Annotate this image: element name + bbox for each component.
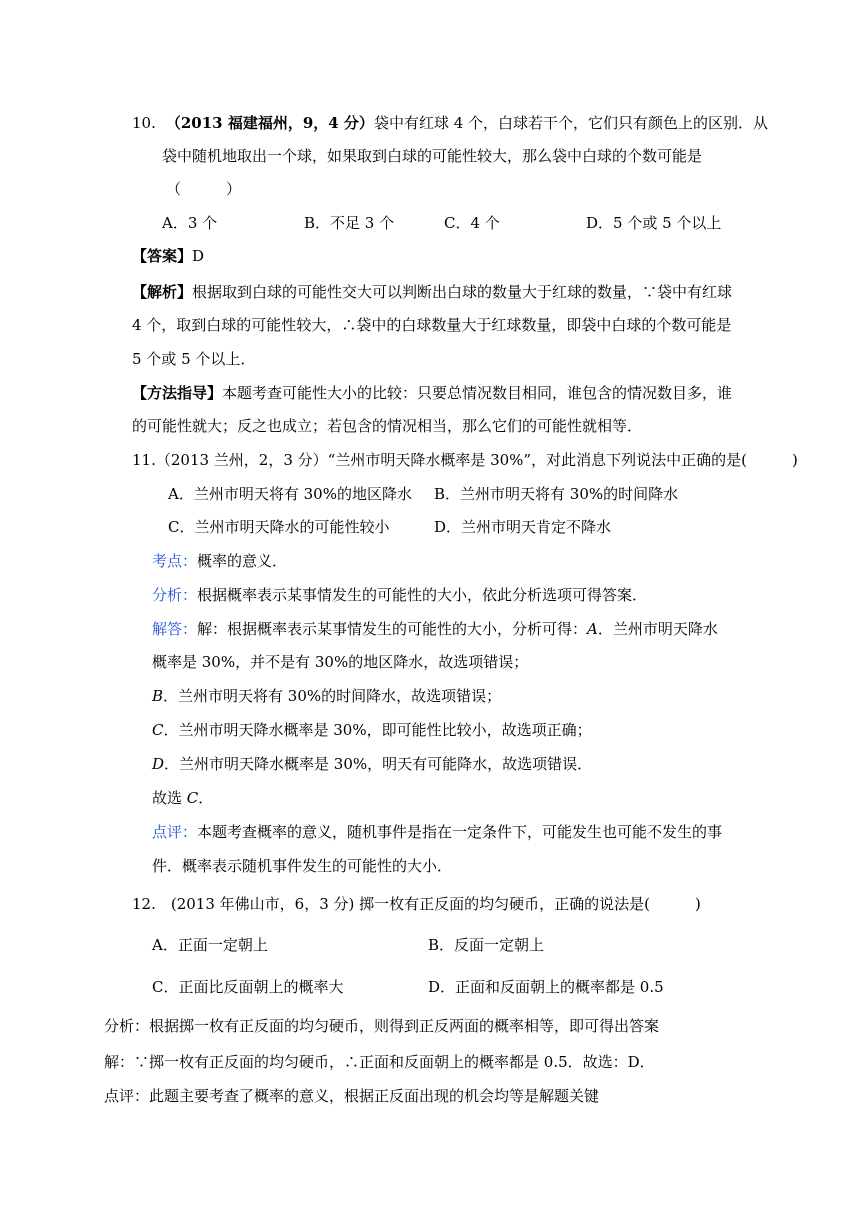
q10-option-d: D．5 个或 5 个以上 (586, 214, 722, 232)
q10-answer (132, 246, 204, 266)
kaodian-label: 考点： (152, 552, 198, 570)
q12-jie: 解：∵掷一枚有正反面的均匀硬币，∴正面和反面朝上的概率都是 0.5．故选：D． (104, 1053, 655, 1071)
q10-analysis-2: 4 个，取到白球的可能性较大，∴袋中的白球数量大于红球数量，即袋中白球的个数可能是 (132, 316, 732, 334)
q10-method-2: 的可能性就大；反之也成立；若包含的情况相当，那么它们的可能性就相等． (132, 417, 643, 435)
q10-paren: （ ） (166, 180, 242, 198)
q10-option-a: A．3 个 (162, 214, 218, 232)
q10-stem-1: 袋中有红球 4 个，白球若干个，它们只有颜色上的区别．从 (373, 114, 769, 132)
q11-option-b: B．兰州市明天将有 30%的时间降水 (434, 485, 679, 503)
q11-jieda-2: 概率是 30%，并不是有 30%的地区降水，故选项错误； (152, 653, 529, 671)
q11-option-c: C．兰州市明天降水的可能性较小 (168, 518, 390, 536)
q12-stem: 12. (2013 年佛山市，6，3 分) 掷一枚有正反面的均匀硬币，正确的说法是( ) (132, 895, 701, 913)
q12-option-a: A．正面一定朝上 (152, 936, 268, 954)
q10-analysis-3: 5 个或 5 个以上． (132, 350, 256, 368)
q10-analysis-tag: 【解析】 (132, 283, 193, 301)
q11-dianping-1: 点评：本题考查概率的意义，随机事件是指在一定条件下，可能发生也可能不发生的事 (152, 823, 723, 841)
q12-option-b: B．反面一定朝上 (428, 936, 545, 954)
q11-jieda-1: 解答：解：根据概率表示某事情发生的可能性的大小，分析可得：A．兰州市明天降水 (152, 620, 718, 638)
q11-fenxi: 分析：根据概率表示某事情发生的可能性的大小，依此分析选项可得答案． (152, 586, 648, 604)
q10-answer-value: D (192, 247, 205, 265)
q11-dianping-2: 件．概率表示随机事件发生的可能性的大小． (152, 857, 453, 875)
q10-stem-2: 袋中随机地取出一个球，如果取到白球的可能性较大，那么袋中白球的个数可能是 (162, 147, 703, 165)
q10-option-b: B．不足 3 个 (304, 214, 395, 232)
q12-fenxi: 分析：根据掷一枚有正反面的均匀硬币，则得到正反两面的概率相等，即可得出答案 (104, 1017, 660, 1035)
q11-line-c: C．兰州市明天降水概率是 30%，即可能性比较小，故选项正确； (152, 721, 592, 739)
q12-option-d: D．正面和反面朝上的概率都是 0.5 (428, 978, 664, 996)
q11-line-d: D．兰州市明天降水概率是 30%，明天有可能降水，故选项错误． (152, 755, 593, 773)
fenxi-label: 分析： (152, 586, 198, 604)
q10-method-1: 【方法指导】本题考查可能性大小的比较：只要总情况数目相同，谁包含的情况数目多，谁 (132, 384, 733, 402)
q10-analysis-1: 【解析】根据取到白球的可能性交大可以判断出白球的数量大于红球的数量，∵袋中有红球 (132, 283, 733, 301)
q10-option-c: C．4 个 (444, 214, 500, 232)
q10-number: 10. (132, 114, 156, 132)
q10-answer-tag: 【答案】 (132, 247, 193, 265)
q11-choose: 故选 C． (152, 789, 214, 807)
q11-stem: 11.（2013 兰州，2，3 分）“兰州市明天降水概率是 30%”，对此消息下列说法中正确的是( ) (132, 451, 798, 469)
q12-dianping: 点评：此题主要考查了概率的意义，根据正反面出现的机会均等是解题关键 (104, 1087, 600, 1105)
q11-option-d: D．兰州市明天肯定不降水 (434, 518, 612, 536)
q11-kaodian: 考点：概率的意义． (152, 552, 288, 570)
q11-option-a: A．兰州市明天将有 30%的地区降水 (168, 485, 412, 503)
q11-line-b: B．兰州市明天将有 30%的时间降水，故选项错误； (152, 687, 502, 705)
q10-method-tag: 【方法指导】 (132, 384, 223, 402)
jieda-label: 解答： (152, 620, 198, 638)
q10-stem-line-1 (132, 113, 768, 133)
q12-option-c: C．正面比反面朝上的概率大 (152, 978, 344, 996)
dianping-label: 点评： (152, 823, 198, 841)
q10-source: （2013 福建福州，9，4 分） (165, 114, 374, 132)
